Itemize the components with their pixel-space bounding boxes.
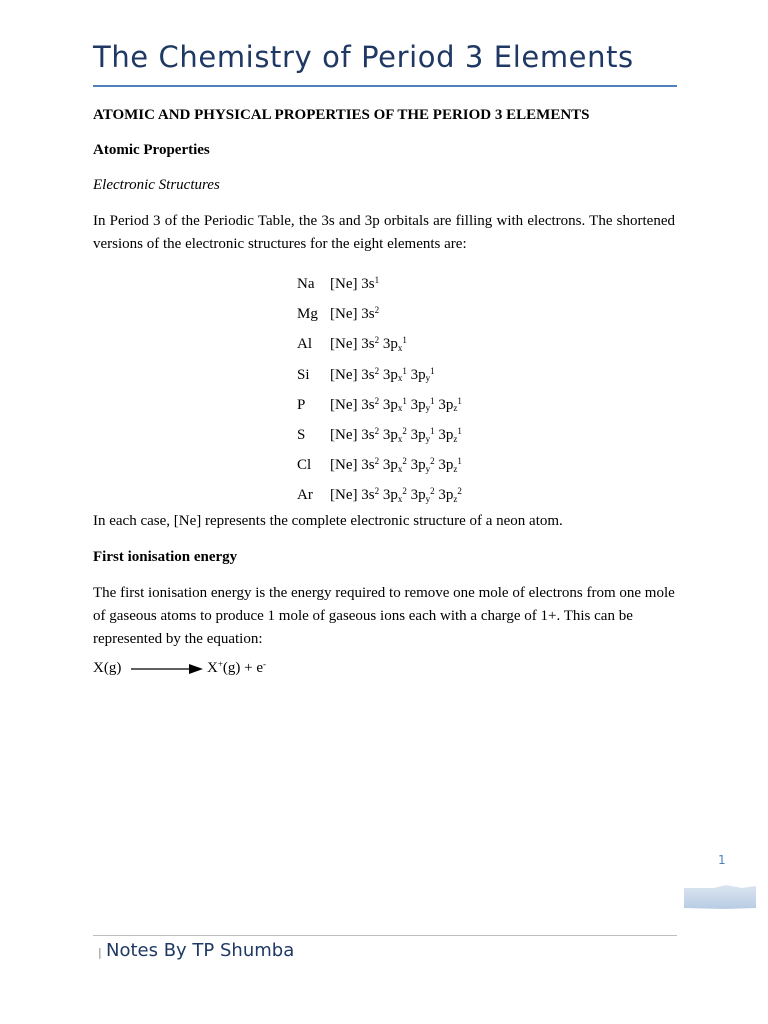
equation-rhs: X+(g) + e- [207,659,267,676]
footer-rule [93,935,677,936]
element-symbol: P [297,396,306,413]
element-symbol: S [297,427,306,443]
configuration-row-mg [297,306,379,323]
element-symbol: Si [297,366,310,383]
title-underline [93,85,677,87]
electron-configuration: [Ne] $3s^2$ $3p_x^2$ $3p_y^2$ $3p_z^2$ [330,486,462,505]
configuration-row-p [297,397,462,414]
electron-configuration: [Ne] $3s^1$ [330,275,380,292]
element-symbol: Ar [297,487,313,504]
electron-configuration: [Ne] $3s^2$ $3p_x^2$ $3p_y^2$ $3p_z^1$ [330,456,462,474]
ionisation-equation [93,659,267,682]
page-number: 1 [718,853,726,867]
intro-paragraph: In Period 3 of the Periodic Table, the 3s and 3p orbitals are filling with electrons. The shortened versions of the electronic structures for the eight elements are: [93,213,675,252]
ionisation-heading: First ionisation energy [93,549,238,565]
electron-configuration: [Ne] $3s^2$ [330,305,380,323]
electron-configuration: [Ne] $3s^2$ $3p_x^1$ $3p_y^1$ $3p_z^1$ [330,395,462,414]
configuration-row-si [297,367,435,384]
element-symbol: Mg [297,306,318,323]
ionisation-paragraph: The first ionisation energy is the energy required to remove one mole of electrons from one mole of gaseous atoms to produce 1 mole of gaseous ions each with a charge of 1+. This can be represented by the equation: [93,585,675,647]
subsection-electronic-structures: Electronic Structures [93,177,220,193]
neon-note: In each case, [Ne] represents the complete electronic structure of a neon atom. [93,513,563,529]
element-symbol: Na [297,276,315,292]
footer-separator: | [98,946,102,959]
configuration-row-na [297,276,379,293]
subheading-atomic-properties: Atomic Properties [93,142,210,158]
configuration-row-cl [297,457,462,474]
section-heading: ATOMIC AND PHYSICAL PROPERTIES OF THE PERIOD 3 ELEMENTS [93,107,590,123]
electron-configuration: [Ne] $3s^2$ $3p_x^1$ [330,335,407,354]
element-symbol: Cl [297,457,312,474]
configuration-row-s [297,427,462,444]
reaction-arrow-icon [131,662,205,676]
configuration-row-ar [297,487,462,504]
footer-author-note: Notes By TP Shumba [106,940,295,961]
document-title: The Chemistry of Period 3 Elements [93,40,634,74]
electron-configuration: [Ne] $3s^2$ $3p_x^2$ $3p_y^1$ $3p_z^1$ [330,426,462,444]
element-symbol: Al [297,336,312,353]
page-tab-decoration [684,884,756,910]
configuration-row-al [297,336,407,353]
equation-lhs: X(g) [93,660,122,676]
electron-configuration: [Ne] $3s^2$ $3p_x^1$ $3p_y^1$ [330,365,435,384]
